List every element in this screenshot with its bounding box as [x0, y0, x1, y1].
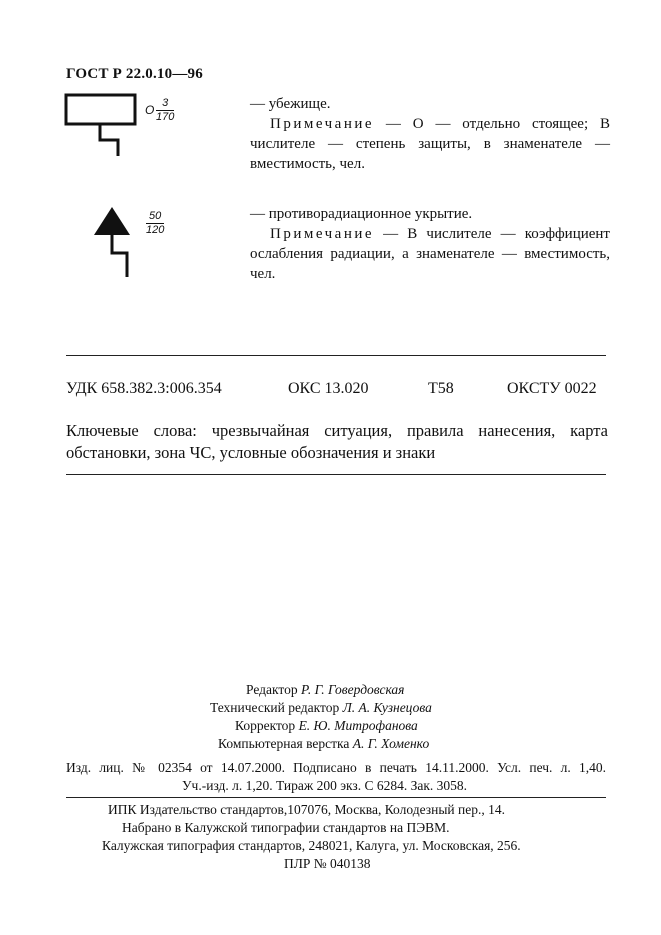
- anti-radiation-fraction: [146, 210, 164, 237]
- shelter-prefix: О: [145, 103, 155, 117]
- editor-label: Редактор: [246, 682, 298, 697]
- t-code: Т58: [428, 380, 454, 397]
- credit-corrector: [235, 717, 418, 735]
- tech-editor-name: Л. А. Кузнецова: [342, 700, 432, 715]
- layout-name: А. Г. Хоменко: [352, 736, 430, 751]
- udk-code: УДК 658.382.3:006.354: [66, 380, 222, 397]
- anti-radiation-shelter-icon: [92, 205, 142, 283]
- oks-code: ОКС 13.020: [288, 380, 369, 397]
- anti-radiation-description: [250, 204, 610, 284]
- credit-layout: [218, 735, 429, 753]
- publisher-line-3: Калужская типография стандартов, 248021, Калуга, ул. Московская, 256.: [102, 838, 521, 853]
- keywords: Ключевые слова: чрезвычайная ситуация, правила нанесения, карта обстановки, зона ЧС, условные обозначения и знаки: [66, 421, 608, 462]
- publisher-line-4: ПЛР № 040138: [284, 856, 371, 871]
- credit-tech-editor: [210, 699, 432, 717]
- shelter-numerator: 3: [156, 97, 174, 111]
- corrector-name: Е. Ю. Митрофанова: [298, 718, 418, 733]
- shelter-denominator: 170: [156, 111, 175, 123]
- imprint-line-1: Изд. лиц. № 02354 от 14.07.2000. Подписано в печать 14.11.2000. Усл. печ. л. 1,40.: [66, 760, 606, 775]
- anti-radiation-numerator: 50: [146, 210, 164, 224]
- anti-radiation-note-label: Примечание: [270, 226, 375, 242]
- divider-keywords: [66, 474, 606, 475]
- shelter-title: — убежище.: [250, 96, 331, 112]
- shelter-symbol-icon: [60, 90, 140, 162]
- publisher-line-1: ИПК Издательство стандартов,107076, Москва, Колодезный пер., 14.: [108, 802, 505, 817]
- shelter-description: [250, 94, 610, 174]
- anti-radiation-denominator: 120: [146, 224, 165, 236]
- anti-radiation-note-text: — В числителе — коэффициент ослабления радиации, а знаменателе — вместимость, чел.: [250, 226, 610, 282]
- shelter-note-text: — О — отдельно стоящее; В числителе — степень защиты, в знаменателе — вместимость, чел.: [250, 116, 610, 172]
- shelter-note-label: Примечание: [270, 116, 375, 132]
- editor-name: Р. Г. Говердовская: [300, 682, 405, 697]
- anti-radiation-title: — противорадиационное укрытие.: [250, 206, 473, 222]
- okstu-code: ОКСТУ 0022: [507, 380, 597, 397]
- tech-editor-label: Технический редактор: [210, 700, 340, 715]
- imprint-line-2: Уч.-изд. л. 1,20. Тираж 200 экз. С 6284. Зак. 3058.: [182, 778, 468, 793]
- credit-editor: [246, 681, 404, 699]
- standard-header: ГОСТ Р 22.0.10—96: [66, 66, 203, 82]
- layout-label: Компьютерная верстка: [218, 736, 350, 751]
- publisher-line-2: Набрано в Калужской типографии стандартов на ПЭВМ.: [122, 820, 450, 835]
- corrector-label: Корректор: [235, 718, 296, 733]
- shelter-fraction: [156, 97, 174, 124]
- divider-top: [66, 355, 606, 356]
- divider-imprint: [66, 797, 606, 798]
